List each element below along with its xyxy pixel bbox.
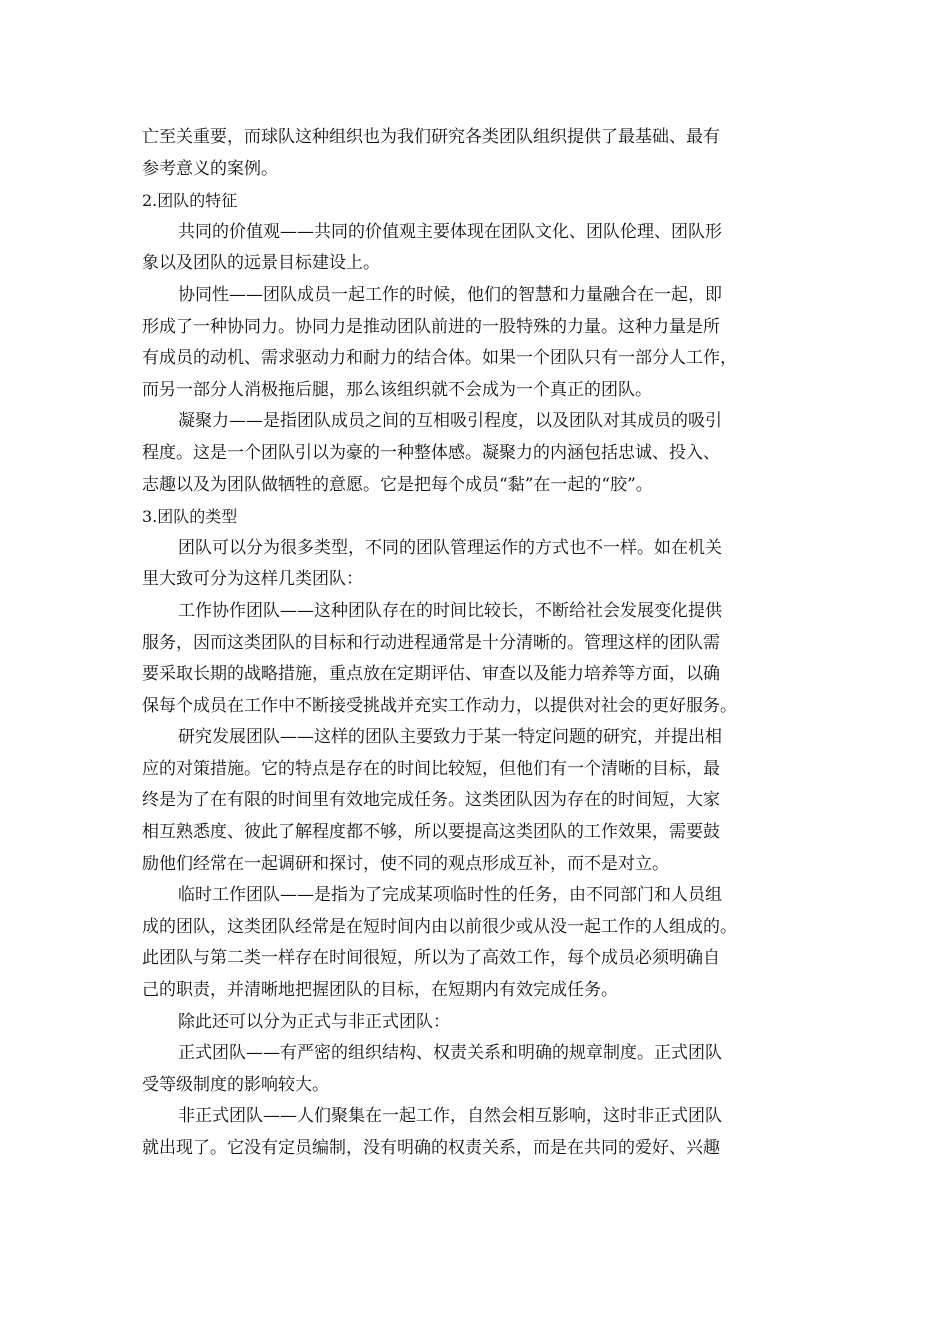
text-line: 有成员的动机、需求驱动力和耐力的结合体。如果一个团队只有一部分人工作，	[142, 348, 737, 369]
text-line: 除此还可以分为正式与非正式团队：	[178, 1011, 450, 1032]
text-line: 要采取长期的战略措施，重点放在定期评估、审查以及能力培养等方面，以确	[142, 664, 720, 685]
text-line: 己的职责，并清晰地把握团队的目标，在短期内有效完成任务。	[142, 980, 618, 1001]
text-line: 研究发展团队——这样的团队主要致力于某一特定问题的研究，并提出相	[178, 727, 722, 748]
text-line: 应的对策措施。它的特点是存在的时间比较短，但他们有一个清晰的目标，最	[142, 758, 720, 779]
text-line: 程度。这是一个团队引以为豪的一种整体感。凝聚力的内涵包括忠诚、投入、	[142, 442, 720, 463]
text-line: 就出现了。它没有定员编制，没有明确的权责关系，而是在共同的爱好、兴趣	[142, 1138, 720, 1158]
text-line: 协同性——团队成员一起工作的时候，他们的智慧和力量融合在一起，即	[178, 284, 722, 305]
text-line: 工作协作团队——这种团队存在的时间比较长，不断给社会发展变化提供	[178, 600, 722, 621]
text-line: 志趣以及为团队做牺牲的意愿。它是把每个成员“黏”在一起的“胶”。	[142, 474, 653, 495]
text-line: 正式团队——有严密的组织结构、权责关系和明确的规章制度。正式团队	[178, 1043, 722, 1064]
text-line: 象以及团队的远景目标建设上。	[142, 253, 380, 274]
text-line: 励他们经常在一起调研和探讨，使不同的观点形成互补，而不是对立。	[142, 853, 669, 874]
text-line: 团队可以分为很多类型，不同的团队管理运作的方式也不一样。如在机关	[178, 537, 722, 558]
text-line: 成的团队，这类团队经常是在短时间内由以前很少或从没一起工作的人组成的。	[142, 916, 737, 937]
text-line: 凝聚力——是指团队成员之间的互相吸引程度，以及团队对其成员的吸引	[178, 411, 722, 432]
text-line: 非正式团队——人们聚集在一起工作，自然会相互影响，这时非正式团队	[178, 1106, 722, 1127]
text-line: 参考意义的案例。	[142, 158, 278, 179]
section-heading: 3.团队的类型	[142, 507, 238, 527]
text-line: 终是为了在有限的时间里有效地完成任务。这类团队因为存在的时间短，大家	[142, 790, 720, 811]
text-line: 服务，因而这类团队的目标和行动进程通常是十分清晰的。管理这样的团队需	[142, 632, 720, 653]
text-line: 形成了一种协同力。协同力是推动团队前进的一股特殊的力量。这种力量是所	[142, 316, 720, 337]
text-line: 此团队与第二类一样存在时间很短，所以为了高效工作，每个成员必须明确自	[142, 948, 720, 969]
text-line: 亡至关重要，而球队这种组织也为我们研究各类团队组织提供了最基础、最有	[142, 127, 720, 147]
text-line: 相互熟悉度、彼此了解程度都不够，所以要提高这类团队的工作效果，需要鼓	[142, 822, 720, 843]
text-line: 临时工作团队——是指为了完成某项临时性的任务，由不同部门和人员组	[178, 885, 722, 906]
text-line: 共同的价值观——共同的价值观主要体现在团队文化、团队伦理、团队形	[178, 221, 722, 242]
section-heading: 2.团队的特征	[142, 191, 238, 211]
text-line: 而另一部分人消极拖后腿，那么该组织就不会成为一个真正的团队。	[142, 379, 652, 400]
document-page	[142, 122, 822, 1165]
text-line: 里大致可分为这样几类团队：	[142, 569, 363, 590]
text-line: 受等级制度的影响较大。	[142, 1074, 329, 1095]
text-line: 保每个成员在工作中不断接受挑战并充实工作动力，以提供对社会的更好服务。	[142, 695, 737, 716]
